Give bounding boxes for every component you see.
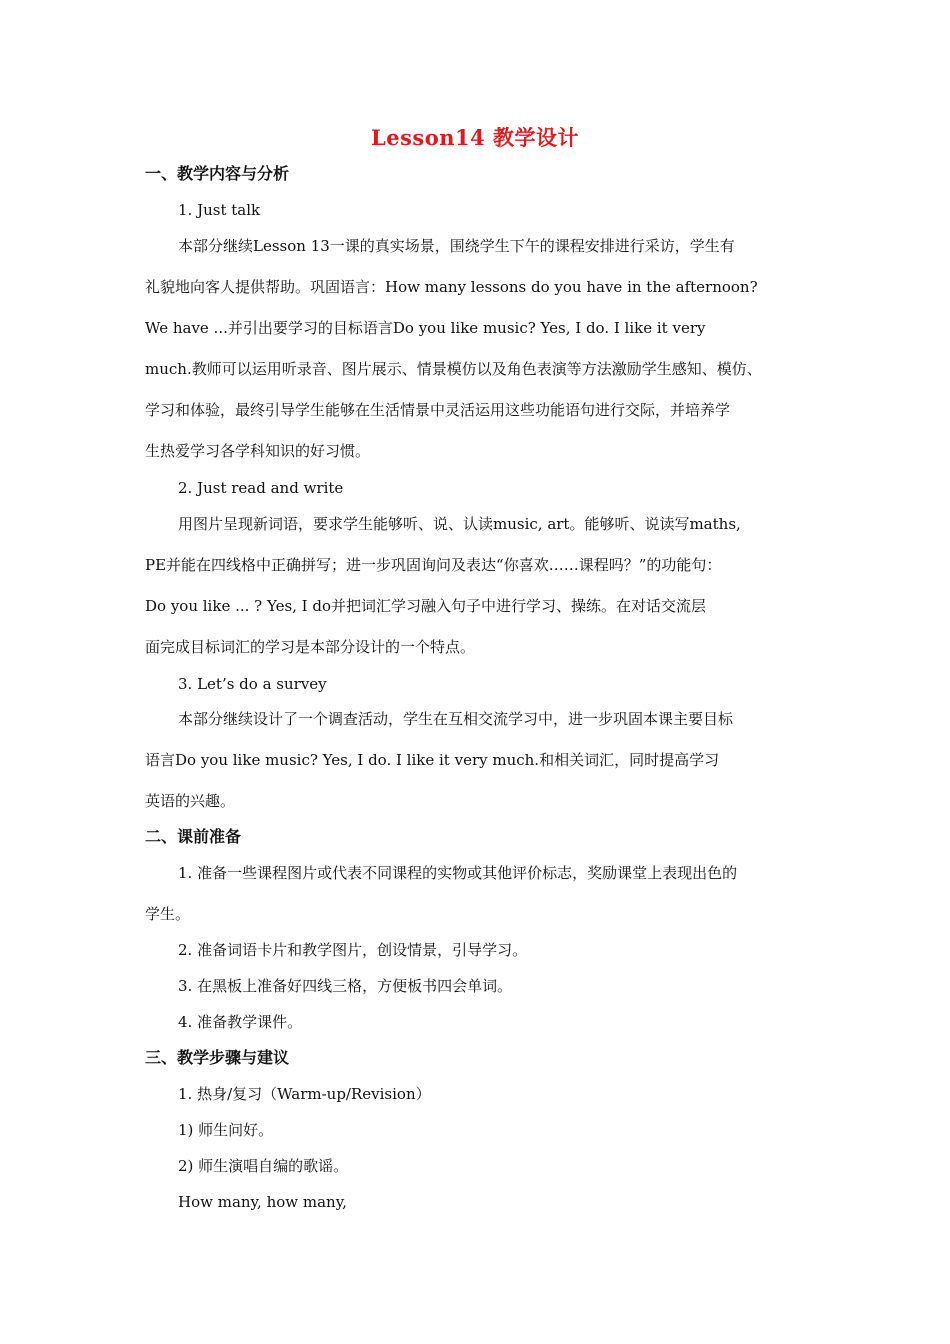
- paragraph-line: 本部分继续Lesson 13一课的真实场景，围绕学生下午的课程安排进行采访，学生有: [178, 237, 735, 255]
- paragraph-line: 生热爱学习各学科知识的好习惯。: [145, 442, 371, 460]
- paragraph-line: 礼貌地向客人提供帮助。巩固语言：How many lessons do you have in the afternoon?: [145, 278, 758, 296]
- list-item: 3. 在黑板上准备好四线三格，方便板书四会单词。: [178, 977, 513, 995]
- list-item: 2. 准备词语卡片和教学图片，创设情景，引导学习。: [178, 941, 528, 959]
- paragraph-line: 英语的兴趣。: [145, 792, 236, 810]
- item-survey: 3. Let’s do a survey: [178, 675, 327, 693]
- paragraph-line: We have ...并引出要学习的目标语言Do you like music? Yes, I do. I like it very: [145, 319, 706, 337]
- document-title: Lesson14 教学设计: [370, 125, 580, 150]
- section-heading-steps: 三、教学步骤与建议: [145, 1048, 290, 1067]
- paragraph-line: Do you like ... ? Yes, I do并把词汇学习融入句子中进行学习、操练。在对话交流层: [145, 597, 707, 615]
- section-heading-content-analysis: 一、教学内容与分析: [145, 164, 290, 183]
- section-heading-preparation: 二、课前准备: [145, 827, 242, 846]
- list-item: 1. 准备一些课程图片或代表不同课程的实物或其他评价标志，奖励课堂上表现出色的: [178, 864, 738, 882]
- item-just-read-write: 2. Just read and write: [178, 479, 344, 497]
- list-item: 学生。: [145, 905, 191, 923]
- paragraph-line: PE并能在四线格中正确拼写；进一步巩固询问及表达“你喜欢……课程吗？”的功能句：: [145, 556, 722, 574]
- paragraph-line: 用图片呈现新词语，要求学生能够听、说、认读music, art。能够听、说读写maths,: [178, 515, 741, 533]
- list-item: 4. 准备教学课件。: [178, 1013, 303, 1031]
- paragraph-line: 面完成目标词汇的学习是本部分设计的一个特点。: [145, 638, 476, 656]
- step-line: 1. 热身/复习（Warm-up/Revision）: [178, 1085, 431, 1103]
- paragraph-line: 本部分继续设计了一个调查活动，学生在互相交流学习中，进一步巩固本课主要目标: [178, 710, 734, 728]
- item-just-talk: 1. Just talk: [178, 201, 261, 219]
- step-line: 1) 师生问好。: [178, 1121, 274, 1139]
- paragraph-line: much.教师可以运用听录音、图片展示、情景模仿以及角色表演等方法激励学生感知、模仿、: [145, 360, 762, 378]
- paragraph-line: 学习和体验，最终引导学生能够在生活情景中灵活运用这些功能语句进行交际，并培养学: [145, 401, 731, 419]
- step-line: How many, how many,: [178, 1193, 347, 1211]
- paragraph-line: 语言Do you like music? Yes, I do. I like it very much.和相关词汇，同时提高学习: [145, 751, 720, 769]
- step-line: 2) 师生演唱自编的歌谣。: [178, 1157, 349, 1175]
